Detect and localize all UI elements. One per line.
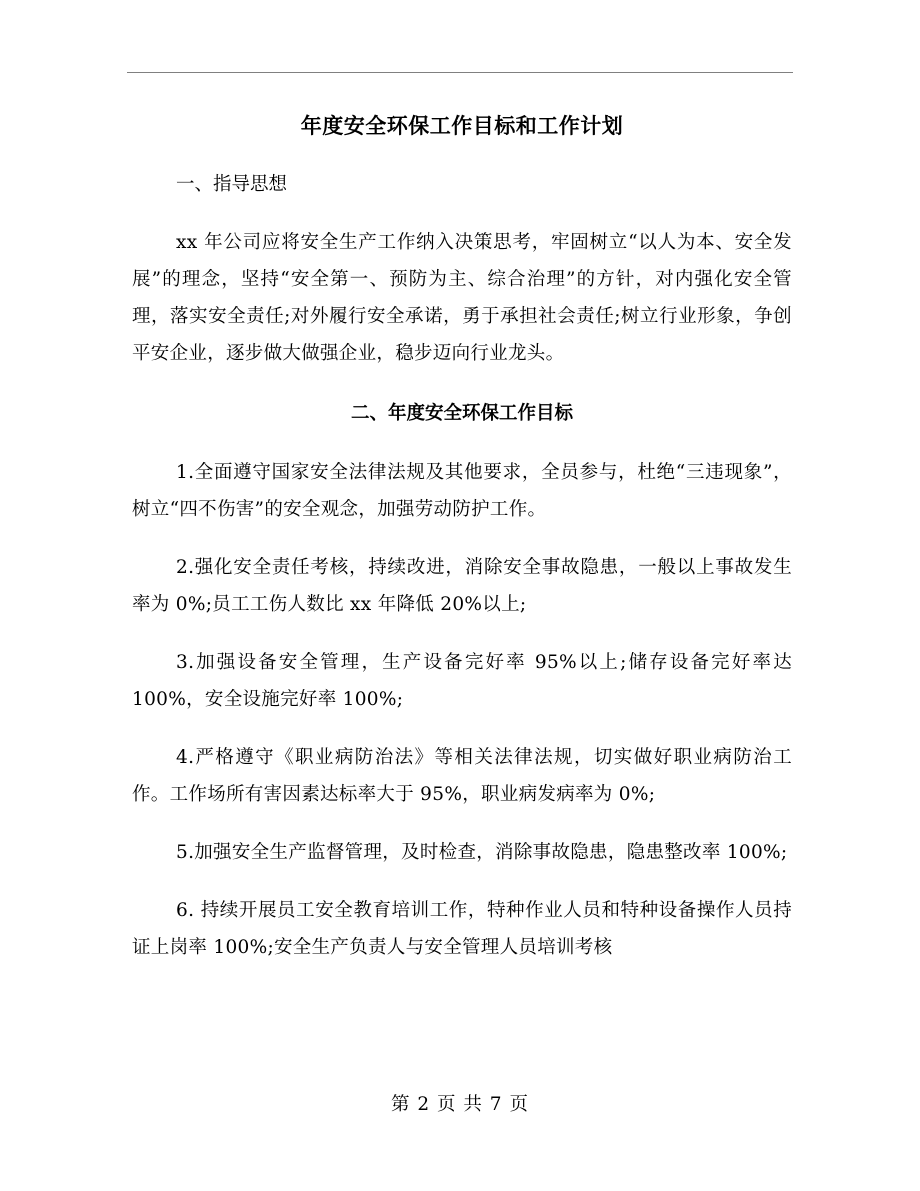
section-heading-guiding-ideology: 一、指导思想 [176,174,288,195]
document-body [132,106,792,966]
section-heading-annual-targets: 二、年度安全环保工作目标 [350,403,573,424]
target-item-4: 4.严格遵守《职业病防治法》等相关法律法规，切实做好职业病防治工作。工作场所有害因素达标率大于 95%，职业病发病率为 0%; [132,747,792,805]
target-item-1: 1.全面遵守国家安全法律法规及其他要求，全员参与，杜绝“三违现象”，树立“四不伤害”的安全观念，加强劳动防护工作。 [132,462,792,520]
section-paragraph-guiding-ideology: xx 年公司应将安全生产工作纳入决策思考，牢固树立“以人为本、安全发展”的理念，坚持“安全第一、预防为主、综合治理”的方针，对内强化安全管理，落实安全责任;对外履行安全承诺，勇于承担社会责任;树立行业形象，争创平安企业，逐步做大做强企业，稳步迈向行业龙头。 [132,232,792,364]
target-item-2: 2.强化安全责任考核，持续改进，消除安全事故隐患，一般以上事故发生率为 0%;员工工伤人数比 xx 年降低 20%以上; [132,557,792,615]
target-item-3: 3.加强设备安全管理，生产设备完好率 95%以上;储存设备完好率达 100%，安全设施完好率 100%; [132,652,792,710]
header-rule [127,72,793,73]
page-number-footer: 第 2 页 共 7 页 [391,1094,529,1115]
target-item-5: 5.加强安全生产监督管理，及时检查，消除事故隐患，隐患整改率 100%; [176,842,788,863]
target-item-6: 6. 持续开展员工安全教育培训工作，特种作业人员和特种设备操作人员持证上岗率 100%;安全生产负责人与安全管理人员培训考核 [132,900,792,958]
document-title: 年度安全环保工作目标和工作计划 [300,113,624,138]
